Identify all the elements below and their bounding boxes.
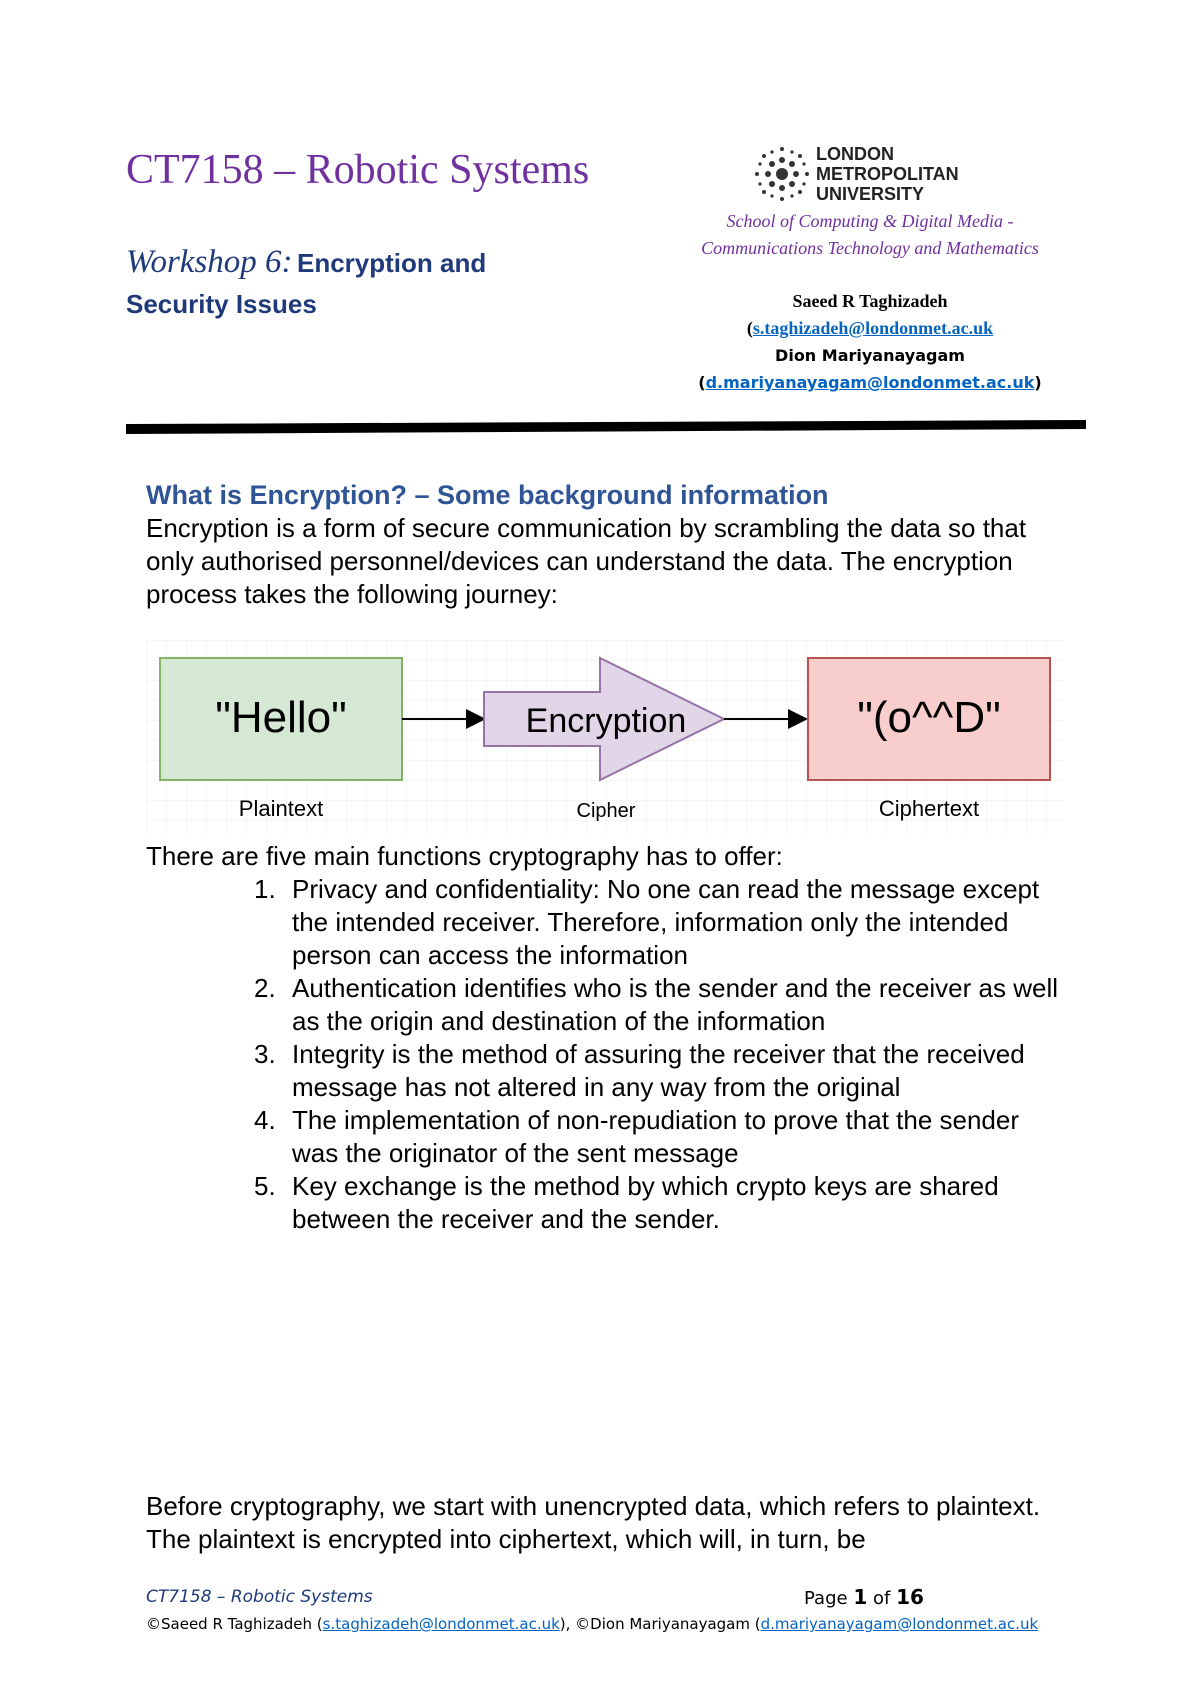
list-item-text: Key exchange is the method by which crypto keys are shared between the receiver and the sender.: [292, 1171, 999, 1234]
author2-email-line: (d.mariyanayagam@londonmet.ac.uk): [698, 373, 1042, 392]
list-item-text: The implementation of non-repudiation to prove that the sender was the originator of the sent message: [292, 1105, 1020, 1168]
logo-dots-icon: [752, 144, 812, 204]
copyright-email2-link[interactable]: d.mariyanayagam@londonmet.ac.uk: [760, 1615, 1039, 1633]
page-word: Page: [804, 1588, 848, 1609]
school-name: [650, 208, 1090, 262]
copyright-separator: ), ©Dion Mariyanayagam (: [559, 1615, 761, 1633]
list-item: [146, 1104, 1066, 1170]
logo-line-3: UNIVERSITY: [816, 184, 925, 204]
footer-copyright: [146, 1615, 1038, 1633]
author2-email-link[interactable]: d.mariyanayagam@londonmet.ac.uk: [705, 373, 1035, 392]
intro-paragraph: Encryption is a form of secure communication by scrambling the data so that only authorised personnel/devices can understand the data. The encryption process takes the following journey:: [146, 513, 1027, 609]
plaintext-box-text: "Hello": [215, 693, 347, 742]
authors-block: [680, 288, 1060, 396]
cipher-label: Cipher: [576, 800, 636, 822]
author2-name: Dion Mariyanayagam: [775, 346, 965, 365]
list-item-number: 2.: [254, 973, 276, 1003]
course-title: CT7158 – Robotic Systems: [126, 147, 590, 193]
plaintext-label: Plaintext: [238, 796, 324, 821]
footer-course: CT7158 – Robotic Systems: [146, 1587, 373, 1607]
list-item: [146, 1170, 1066, 1236]
ciphertext-box-text: "(o^^D": [857, 693, 1001, 742]
workshop-title: Encryption and Security Issues: [126, 248, 487, 319]
list-item: [146, 972, 1066, 1038]
list-item-text: Authentication identifies who is the sender and the receiver as well as the origin and destination of the information: [292, 973, 1058, 1036]
page-total: 16: [896, 1585, 924, 1609]
list-item-number: 4.: [254, 1105, 276, 1135]
cipher-box-text: Encryption: [525, 702, 687, 740]
copyright-email1-link[interactable]: s.taghizadeh@londonmet.ac.uk: [322, 1615, 560, 1633]
closing-paragraph: Before cryptography, we start with unencrypted data, which refers to plaintext. The plaintext is encrypted into ciphertext, which will, in turn, be: [146, 1491, 1041, 1554]
header-divider: [126, 420, 1086, 434]
section-heading: What is Encryption? – Some background information: [146, 480, 829, 510]
author1-email-line: (s.taghizadeh@londonmet.ac.uk: [746, 318, 994, 338]
page-of: of: [872, 1588, 891, 1609]
university-logo: [752, 144, 1002, 204]
school-line-2: Communications Technology and Mathematics: [701, 238, 1039, 258]
logo-line-2: METROPOLITAN: [816, 164, 959, 184]
list-item: [146, 1038, 1066, 1104]
list-item-number: 5.: [254, 1171, 276, 1201]
logo-line-1: LONDON: [816, 144, 894, 164]
list-item: [146, 873, 1066, 972]
list-item-number: 3.: [254, 1039, 276, 1069]
workshop-label: Workshop 6:: [126, 244, 293, 280]
author1-name: Saeed R Taghizadeh: [792, 291, 948, 311]
school-line-1: School of Computing & Digital Media -: [726, 211, 1014, 231]
encryption-diagram: [146, 640, 1064, 836]
ciphertext-label: Ciphertext: [878, 796, 980, 821]
functions-intro: There are five main functions cryptography has to offer:: [146, 841, 783, 871]
author1-email-link[interactable]: s.taghizadeh@londonmet.ac.uk: [752, 318, 994, 338]
list-item-text: Privacy and confidentiality: No one can read the message except the intended receiver. Therefore, information only the intended person can access the information: [292, 874, 1040, 970]
page-current: 1: [853, 1585, 868, 1609]
functions-list: [146, 873, 1066, 1236]
workshop-title-block: [126, 244, 586, 327]
list-item-text: Integrity is the method of assuring the receiver that the received message has not altered in any way from the original: [292, 1039, 1025, 1102]
copyright-author1: ©Saeed R Taghizadeh (: [146, 1615, 323, 1633]
footer-page-number: [804, 1585, 924, 1609]
list-item-number: 1.: [254, 874, 276, 904]
